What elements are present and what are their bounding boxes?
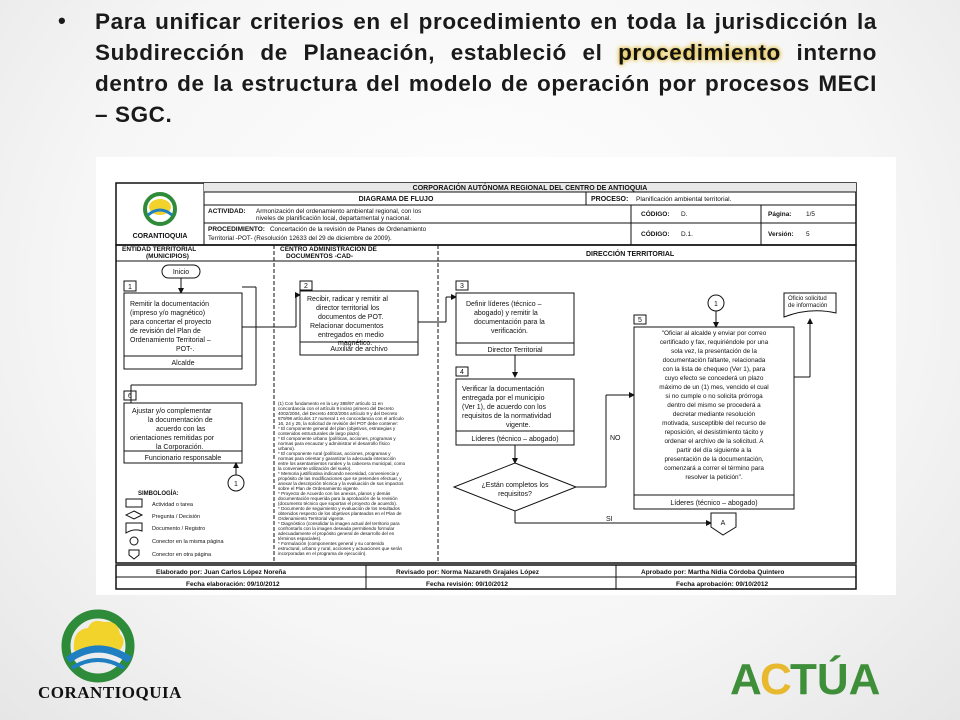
note-line-12: normas para orientar y garantizar la adecuada interacción [278, 456, 396, 461]
step-5-line-8: si no cumple o no solicita prórroga [665, 393, 763, 400]
note-line-8: * El componente urbano (políticas, acciones, programas y [278, 436, 396, 441]
step-5-line-16: comenzará a correr el término para [664, 465, 764, 472]
corantioquia-wordmark: CORANTIOQUIA [38, 683, 182, 702]
note-line-4: 879/98 artículos 17 numeral 1 en concordancia con el artículo [278, 416, 404, 421]
note-line-25: * Diagnóstico (consolidar la imagen actual del territorio para [278, 521, 400, 526]
note-line-21: (documento técnico que soportan el proyecto de acuerdo). [278, 501, 398, 506]
step-5-line-2: certificado y fax, requiriéndole por una [659, 339, 769, 346]
step-4-line-1: Verificar la documentación [462, 386, 545, 393]
step-5-line-5: con la lista de chequeo (Ver 1), para [662, 366, 766, 373]
legend-offpage-symbol [129, 550, 139, 559]
step-3-line-1: Definir líderes (técnico – [466, 301, 542, 308]
note-line-31: incorporadas en el programa de ejecución). [278, 551, 367, 556]
note-line-10: urbano). [278, 446, 296, 451]
procedure-line-2: Territorial -POT- (Resolución 12633 del 29 de diciembre de 2009). [208, 235, 392, 242]
output-document-line-2: de información [788, 303, 828, 309]
legend [126, 489, 224, 559]
step-2-line-6: magnético. [338, 340, 373, 347]
lane-2-title-1: CENTRO ADMINISTRACIÓN DE [280, 246, 377, 253]
step-3-line-3: documentación para la [474, 319, 545, 326]
start-label: Inicio [172, 269, 190, 276]
flowchart-svg [96, 157, 896, 595]
step-2-line-4: Relacionar documentos [310, 323, 384, 330]
step-3-line-2: abogado) y remitir la [474, 310, 538, 317]
footer-approved-date: Fecha aprobación: 09/10/2012 [676, 581, 769, 588]
step-5-line-3: sola vez, la presentación de la [671, 348, 757, 355]
version-value: 5 [806, 231, 810, 238]
note-line-28: términos espaciales). [278, 536, 322, 541]
step-5-line-1: "Oficiar al alcalde y enviar por correo [661, 330, 767, 337]
doc-logo-text: CORANTIOQUIA [132, 233, 188, 240]
step-4-line-4: requisitos de la normatividad [462, 413, 552, 420]
process-label: PROCESO: [591, 196, 629, 203]
note-line-1: (1) Con fundamento en la Ley 388/97 artículo 11 en [278, 401, 383, 406]
note-line-6: * El componente general del plan (objetivos, estrategias y [278, 426, 396, 431]
step-5-line-15: presentación de la documentación, [664, 456, 764, 463]
note-line-17: anexar la descripción técnica y la evaluación de sus impactos [278, 481, 404, 486]
note-line-29: * Formulación (componentes general y su contenido [278, 541, 385, 546]
legend-title: SIMBOLOGÍA: [138, 491, 179, 497]
activity-line-1: Armonización del ordenamiento ambiental regional, con los [256, 208, 422, 215]
note-line-7: contenidos estructurales de largo plazo). [278, 431, 361, 436]
legend-decision: Pregunta / Decisión [152, 514, 200, 520]
connector-1-top-label: 1 [714, 301, 718, 308]
legend-document: Documento / Registro [152, 526, 206, 532]
no-label: NO [610, 435, 621, 442]
step-5-line-7: máximo de un (1) mes, vencido el cual [659, 384, 769, 391]
step-2-line-1: Recibir, radicar y remitir al [307, 296, 388, 303]
actua-letter-a: A [730, 655, 762, 704]
legend-connector-symbol [130, 537, 138, 545]
page-value: 1/5 [806, 211, 816, 218]
decision-line-2: requisitos? [498, 491, 532, 498]
note-line-15: * Memoria justificativa indicando necesidad, conveniencia y [278, 471, 399, 476]
headline-text-before: Para unificar criterios en el procedimiento en toda la jurisdicción la Subdirección de Planeación, estableció el [95, 9, 877, 65]
activity-line-2: niveles de planificación local, departamental y nacional. [256, 215, 412, 222]
yes-label: SI [606, 516, 613, 523]
connector-1-bottom-label: 1 [234, 481, 238, 488]
step-5-line-10: decretar mediante resolución [672, 411, 756, 418]
note-line-11: * El componente rural (políticas, acciones, programas y [278, 451, 391, 456]
note-line-26: confrontarlo con la imagen deseada permitiendo formular [278, 526, 395, 531]
step-5-line-17: resolver la petición". [685, 474, 743, 481]
step-2-line-3: documentos de POT. [318, 314, 384, 321]
step-5-role: Líderes (técnico – abogado) [670, 500, 758, 507]
activity-label: ACTIVIDAD: [208, 208, 246, 215]
step-5-text [659, 330, 768, 481]
step-4-number: 4 [460, 369, 464, 376]
bullet-marker: • [58, 8, 66, 33]
step-6-number: 6 [128, 393, 132, 400]
code-value-1: D. [681, 211, 688, 218]
note-line-27: adecuadamente el propósito general de desarrollo del en [278, 531, 395, 536]
actua-letters-tua: TÚA [790, 655, 881, 704]
procedure-line-1: Concertación de la revisión de Planes de Ordenamiento [270, 226, 427, 233]
step-4-line-3: (Ver 1), de acuerdo con los [462, 404, 547, 411]
decision-line-1: ¿Están completos los [481, 482, 549, 489]
step-1-line-4: de revisión del Plan de [130, 328, 201, 335]
step-1-line-2: (impreso y/o magnético) [130, 310, 206, 317]
step-1-line-3: para concertar el proyecto [130, 319, 212, 326]
step-4-line-5: vigente. [506, 422, 531, 429]
step-3-line-4: verificación. [491, 328, 528, 335]
note-line-22: * Documento de seguimiento y evaluación de los resultados [278, 506, 400, 511]
step-5-line-14: partir del día siguiente a la [676, 447, 752, 454]
step-6-role: Funcionario responsable [144, 455, 222, 462]
step-4-role: Líderes (técnico – abogado) [471, 436, 559, 443]
step-5-line-4: documentación faltante, relacionada [662, 357, 766, 364]
note-line-30: estructural, urbano y rural, acciones y actuaciones que serán [278, 546, 403, 551]
step-5-line-12: reposición, el desistimiento tácito y [664, 429, 764, 436]
footer-reviewed-date: Fecha revisión: 09/10/2012 [426, 581, 509, 588]
step-2-number: 2 [304, 283, 308, 290]
step-4-line-2: entregada por el municipio [462, 395, 545, 402]
note-line-2: concordancia con el artículo 9 inciso primero del Decreto [278, 406, 394, 411]
note-line-19: * Proyecto de Acuerdo con los anexos, planos y demás [278, 491, 391, 496]
note-line-5: 16, 24 y 25, la solicitud de revisión del POT debe contener: [278, 421, 399, 426]
step-3-number: 3 [460, 283, 464, 290]
step-2-role: Auxiliar de archivo [330, 346, 388, 353]
step-6-line-3: acuerdo con las [156, 426, 206, 433]
lane-1-title-2: (MUNICIPIOS) [146, 253, 189, 260]
doc-diagram-title: DIAGRAMA DE FLUJO [358, 196, 434, 203]
note-line-9: normas para encauzar y administrar el desarrollo físico [278, 441, 390, 446]
legend-activity: Actividad o tarea [152, 502, 193, 508]
step-1-line-5: Ordenamiento Territorial – [130, 337, 211, 344]
version-label: Versión: [768, 231, 794, 238]
headline-highlight: procedimiento [618, 40, 781, 65]
code-label-1: CÓDIGO: [641, 211, 670, 218]
step-6-line-4: orientaciones remitidas por [130, 435, 215, 442]
connector-a-label: A [720, 520, 726, 527]
flowchart-document [96, 157, 896, 595]
lane-1-title-1: ENTIDAD TERRITORIAL [122, 246, 197, 253]
page-label: Página: [768, 211, 792, 218]
legend-offpage: Conector en otra página [152, 552, 212, 558]
footer-approved-by: Aprobado por: Martha Nidia Córdoba Quintero [641, 569, 785, 576]
step-5-line-9: dentro del mismo se procederá a [667, 402, 761, 409]
step-1-line-1: Remitir la documentación [130, 301, 209, 308]
headline-text-after: interno dentro de la estructura del modelo de operación por procesos MECI – SGC. [95, 40, 877, 127]
note-line-3: 4002/2004, del Decreto 4002/2004 artículo 9 y del Decreto [278, 411, 398, 416]
note-line-13: entre los asentamientos rurales y la cabecera municipal, como [278, 461, 406, 466]
step-1-line-6: POT-. [176, 346, 195, 353]
note-line-20: documentación requerida para la aprobación de la revisión [278, 496, 398, 501]
step-5-line-13: ordenar el archivo de la solicitud. A [664, 438, 764, 445]
code-value-2: D.1. [681, 231, 693, 238]
corantioquia-logo [58, 608, 138, 684]
step-5-line-6: cuyo efecto se concederá un plazo [664, 375, 764, 382]
output-document-line-1: Oficio solicitud [788, 296, 827, 302]
lane-3-title: DIRECCIÓN TERRITORIAL [586, 251, 675, 258]
legend-decision-symbol [126, 511, 142, 519]
legend-document-symbol [126, 523, 142, 533]
note-line-16: propósito de las modificaciones que se pretenden efectuar, y [278, 476, 402, 481]
step-3-role: Director Territorial [487, 347, 543, 354]
note-line-24: Ordenamiento Territorial vigente. [278, 516, 345, 521]
step-1-role: Alcalde [171, 360, 195, 367]
step-5-number: 5 [638, 317, 642, 324]
legend-connector: Conector en la misma página [152, 539, 224, 545]
lane-2-title-2: DOCUMENTOS -CAD- [286, 253, 354, 260]
doc-logo [133, 194, 188, 240]
doc-org-name: CORPORACIÓN AUTÓNOMA REGIONAL DEL CENTRO DE ANTIOQUIA [412, 185, 648, 192]
actua-logo [730, 652, 881, 704]
procedure-label: PROCEDIMIENTO: [208, 226, 265, 233]
step-2-line-5: entregados en medio [318, 332, 384, 339]
step-6-line-5: la Corporación. [156, 444, 204, 451]
step-2-line-2: director territorial los [316, 305, 380, 312]
legend-activity-symbol [126, 499, 142, 507]
note-line-14: la conveniente utilización del suelo). [278, 466, 352, 471]
notes-block [278, 401, 406, 556]
footer-reviewed-by: Revisado por: Norma Nazareth Grajales López [396, 569, 540, 576]
process-value: Planificación ambiental territorial. [636, 196, 732, 203]
step-1-number: 1 [128, 284, 132, 291]
step-6-line-2: la documentación de [148, 417, 213, 424]
step-6-line-1: Ajustar y/o complementar [132, 408, 212, 415]
footer-made-by: Elaborado por: Juan Carlos López Noreña [156, 569, 287, 576]
note-line-18: sobre el Plan de Ordenamiento vigente. [278, 486, 359, 491]
slide-headline [95, 6, 877, 130]
actua-letter-c: C [760, 655, 792, 704]
step-5-line-11: motivada, susceptible del recurso de [662, 420, 766, 427]
note-line-23: obtenidos respecto de los objetivos planteados en el Plan de [278, 511, 402, 516]
code-label-2: CÓDIGO: [641, 231, 670, 238]
footer-made-date: Fecha elaboración: 09/10/2012 [186, 581, 280, 588]
